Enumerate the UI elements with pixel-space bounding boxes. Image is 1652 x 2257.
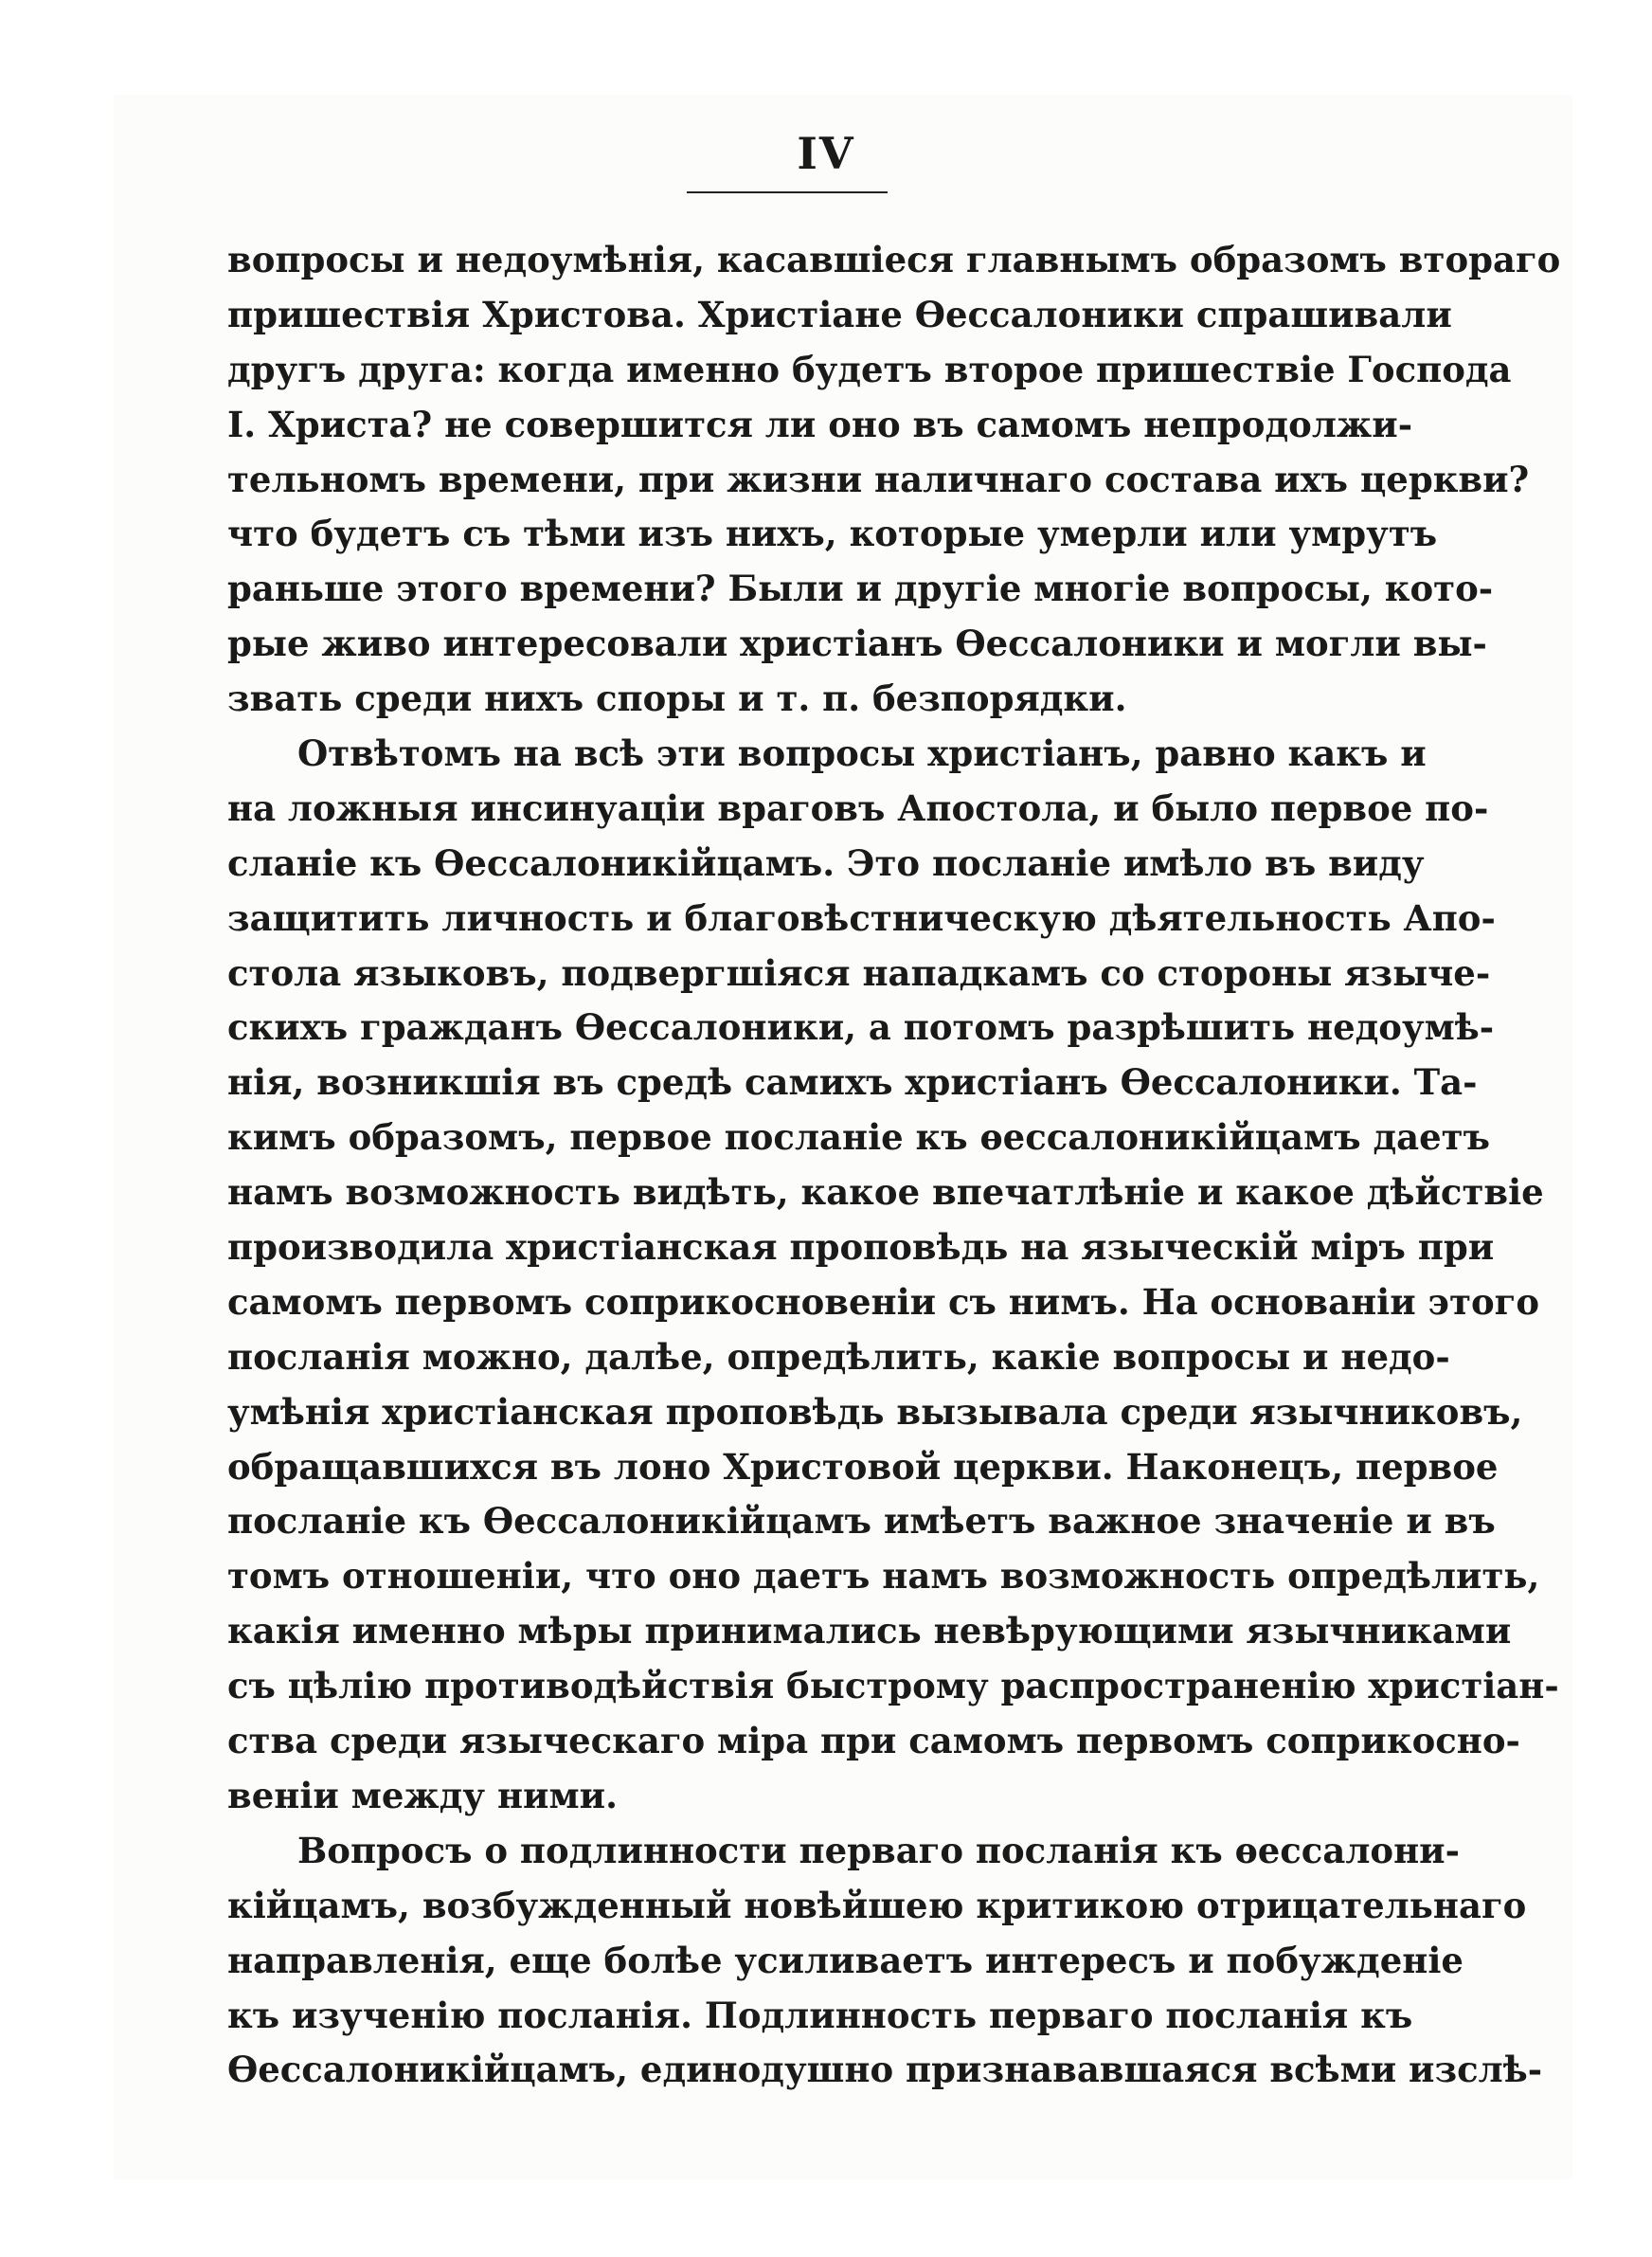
text-line: кимъ образомъ, первое посланіе къ ѳессалоникійцамъ даетъ [227,1116,1490,1159]
text-line: сланіе къ Ѳессалоникійцамъ. Это посланіе имѣло въ виду [227,841,1425,884]
text-line: намъ возможность видѣть, какое впечатлѣніе и какое дѣйствіе [227,1171,1544,1214]
text-line: на ложныя инсинуаціи враговъ Апостола, и было первое по- [227,786,1489,829]
text-line: раньше этого времени? Были и другіе многіе вопросы, кото- [227,568,1494,610]
text-line: производила христіанская проповѣдь на языческій міръ при [227,1226,1495,1269]
text-line: вопросы и недоумѣнія, касавшіеся главнымъ образомъ втораго [227,239,1561,280]
text-line: обращавшихся въ лоно Христовой церкви. Наконецъ, первое [227,1445,1499,1488]
text-line: самомъ первомъ соприкосновеніи съ нимъ. На основаніи этого [227,1280,1540,1323]
text-line: какія именно мѣры принимались невѣрующими язычниками [227,1610,1512,1652]
paragraph-2 [227,727,1559,1824]
text-line: звать среди нихъ споры и т. п. безпорядки. [227,677,1127,720]
text-line: Ѳессалоникійцамъ, единодушно признававшаяся всѣми изслѣ- [227,2049,1543,2091]
text-line: томъ отношеніи, что оно даетъ намъ возможность опредѣлить, [227,1555,1540,1598]
text-line: что будетъ съ тѣми изъ нихъ, которые умерли или умрутъ [227,513,1438,555]
text-line: пришествія Христова. Христіане Ѳессалоники спрашивали [227,293,1452,335]
text-line: нія, возникшія въ средѣ самихъ христіанъ Ѳессалоники. Та- [227,1061,1478,1104]
text-line: Вопросъ о подлинности перваго посланія къ ѳессалони- [297,1829,1460,1871]
header-rule [687,191,888,193]
text-line: посланія можно, далѣе, опредѣлить, какіе вопросы и недо- [227,1335,1450,1378]
text-line: I. Христа? не совершится ли оно въ самомъ непродолжи- [227,403,1413,445]
text-line: ства среди языческаго міра при самомъ первомъ соприкосно- [227,1720,1520,1762]
text-line: умѣнія христіанская проповѣдь вызывала среди язычниковъ, [227,1390,1523,1433]
text-line: веніи между ними. [227,1774,618,1816]
paragraph-1 [227,233,1561,727]
text-line: посланіе къ Ѳессалоникійцамъ имѣетъ важное значеніе и въ [227,1500,1496,1543]
text-line: другъ друга: когда именно будетъ второе пришествіе Господа [227,348,1512,390]
text-line: защитить личность и благовѣстническую дѣятельность Апо- [227,896,1496,939]
text-line: направленія, еще болѣе усиливаетъ интересъ и побужденіе [227,1939,1463,1981]
paragraph-3 [227,1824,1543,2098]
text-line: рые живо интересовали христіанъ Ѳессалоники и могли вы- [227,623,1487,665]
page-number: IV [797,128,855,179]
text-line: тельномъ времени, при жизни наличнаго состава ихъ церкви? [227,458,1530,500]
text-line: Отвѣтомъ на всѣ эти вопросы христіанъ, равно какъ и [297,732,1427,775]
text-line: съ цѣлію противодѣйствія быстрому распространенію христіан- [227,1665,1559,1707]
text-line: кійцамъ, возбужденный новѣйшею критикою отрицательнаго [227,1884,1527,1926]
body-text [227,233,1561,2098]
text-line: скихъ гражданъ Ѳессалоники, а потомъ разрѣшить недоумѣ- [227,1006,1495,1049]
text-line: къ изученію посланія. Подлинность перваго посланія къ [227,1994,1413,2036]
text-line: стола языковъ, подвергшіяся нападкамъ со стороны языче- [227,951,1491,994]
